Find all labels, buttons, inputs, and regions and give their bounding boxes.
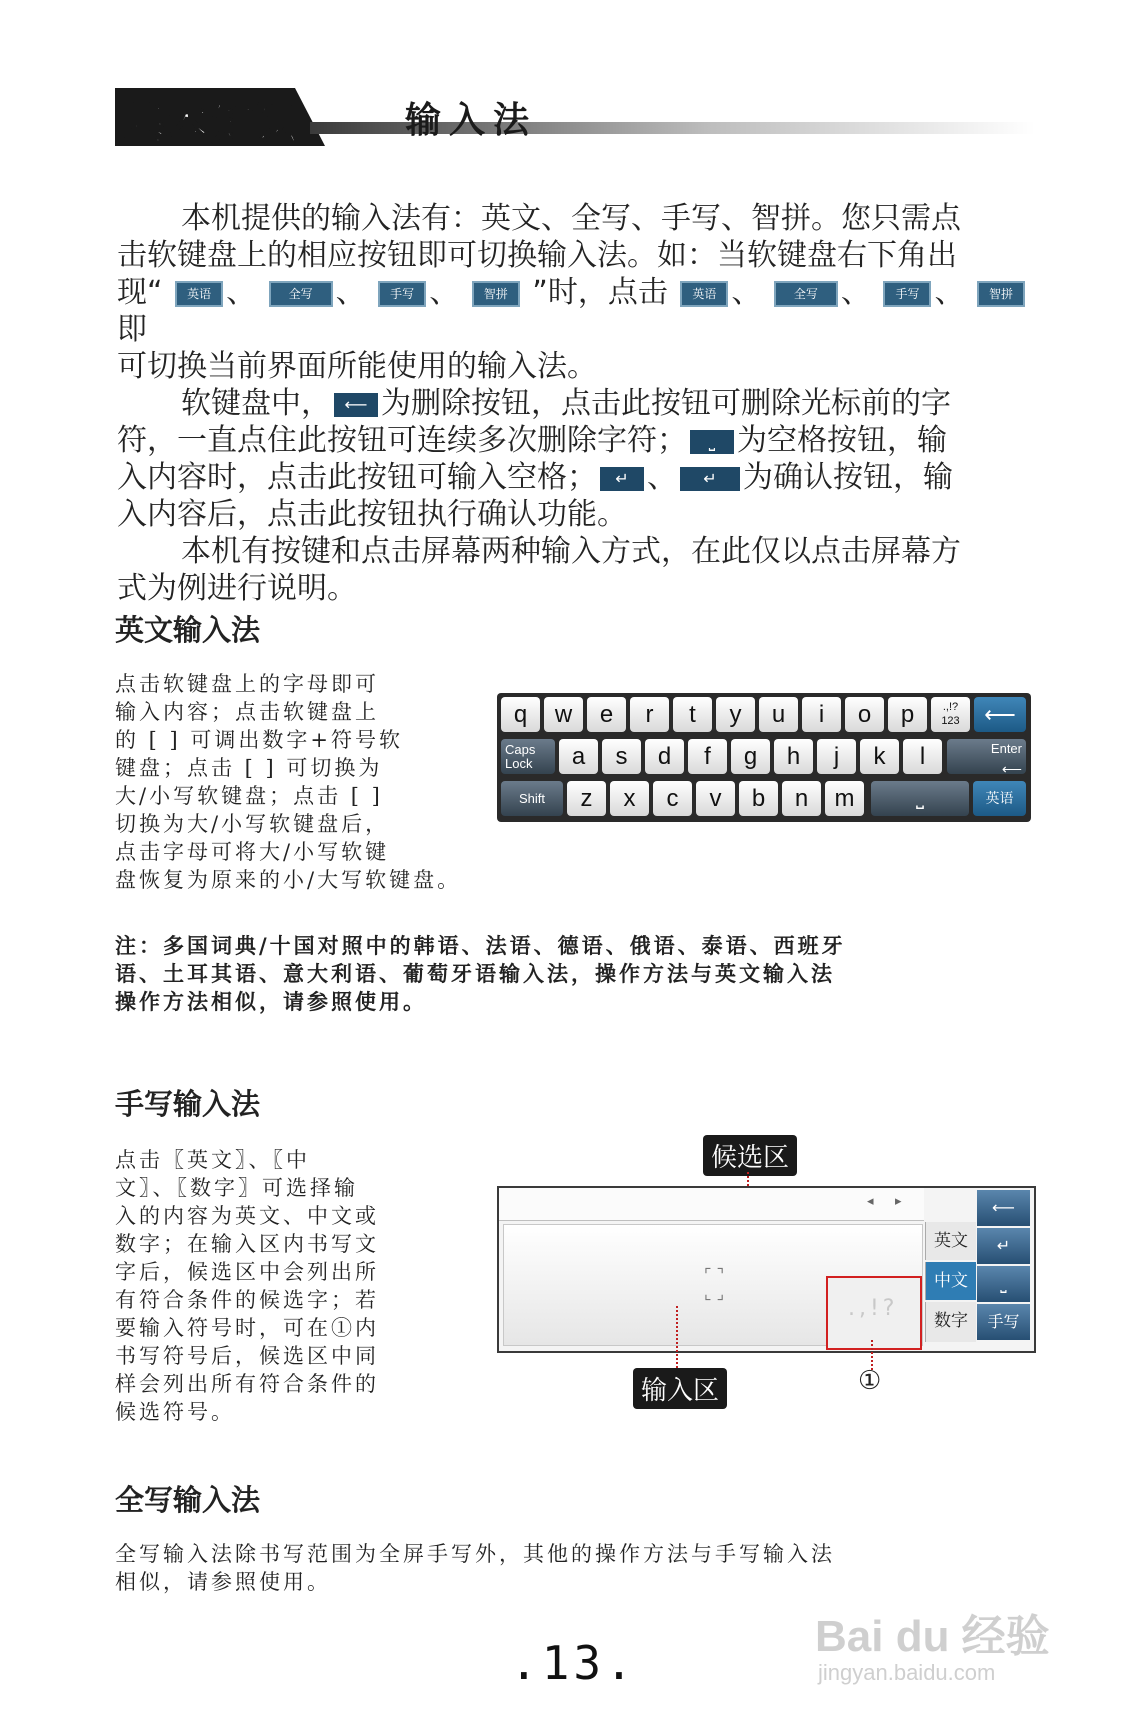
- key-m[interactable]: m: [825, 781, 864, 816]
- backspace-icon: ⟵: [334, 393, 378, 417]
- note-line: 操作方法相似，请参照使用。: [115, 989, 427, 1014]
- cursor-crosshair-icon: ⌜ ⌝ ⌞ ⌟: [704, 1265, 725, 1303]
- intro-text: [117, 200, 1037, 607]
- fullwrite-description: [115, 1540, 1035, 1596]
- candidate-area-label: 候选区: [703, 1135, 797, 1176]
- key-b[interactable]: b: [739, 781, 778, 816]
- intro-line: 本机有按键和点击屏幕两种输入方式，在此仅以点击屏幕方: [181, 534, 961, 569]
- section-banner: [115, 88, 1035, 149]
- key-a[interactable]: a: [559, 739, 598, 774]
- enter-key-label: Enter: [990, 741, 1022, 756]
- tab-digits[interactable]: 数字: [925, 1302, 976, 1342]
- english-line: 的 [ ] 可调出数字+符号软: [115, 728, 404, 752]
- handwriting-description: [115, 1146, 455, 1426]
- next-arrow-icon[interactable]: ▸: [895, 1194, 902, 1209]
- key-d[interactable]: d: [645, 739, 684, 774]
- key-symbols[interactable]: .,!? 123: [931, 697, 970, 732]
- intro-line: [117, 422, 1037, 459]
- tab-english[interactable]: 英文: [925, 1222, 976, 1260]
- key-e[interactable]: e: [587, 697, 626, 732]
- key-w[interactable]: w: [544, 697, 583, 732]
- key-z[interactable]: z: [567, 781, 606, 816]
- intro-line: 现“ 英语 、 全写 、 手写 、 智拼 ”时，点击 英语 、 全写 、 手写 、 智拼 即: [117, 274, 1037, 348]
- intro-text-fragment: 、: [647, 460, 677, 495]
- baidu-watermark-url: jingyan.baidu.com: [818, 1660, 996, 1685]
- key-f[interactable]: f: [688, 739, 727, 774]
- english-line: 输入内容；点击软键盘上: [115, 700, 379, 724]
- candidate-area: [499, 1188, 924, 1221]
- intro-text-fragment: 为空格按钮，输: [737, 423, 947, 458]
- smartpinyin-mode-button-icon: 智拼: [472, 281, 520, 307]
- english-line: 点击软键盘上的字母即可: [115, 672, 379, 696]
- key-p[interactable]: p: [888, 697, 927, 732]
- english-mode-button-icon: 英语: [175, 281, 223, 307]
- input-leader-line: [676, 1306, 678, 1368]
- handwriting-line: 要输入符号时，可在①内: [115, 1316, 379, 1340]
- intro-text-fragment: 软键盘中，: [181, 386, 331, 421]
- hw-space-button[interactable]: [977, 1266, 1030, 1302]
- key-backspace[interactable]: [974, 697, 1026, 732]
- key-k[interactable]: k: [860, 739, 899, 774]
- note-line: 注：多国词典/十国对照中的韩语、法语、德语、俄语、泰语、西班牙: [115, 933, 846, 958]
- fullwrite-line: 全写输入法除书写范围为全屏手写外，其他的操作方法与手写输入法: [115, 1542, 835, 1566]
- intro-line: 式为例进行说明。: [117, 571, 357, 606]
- key-r[interactable]: r: [630, 697, 669, 732]
- key-q[interactable]: q: [501, 697, 540, 732]
- banner-title: 基本知识: [123, 100, 300, 149]
- intro-line: 本机提供的输入法有：英文、全写、手写、智拼。您只需点: [181, 201, 961, 236]
- key-enter[interactable]: [947, 739, 1026, 777]
- handwriting-line: 点击〖英文〗、〖中: [115, 1148, 310, 1172]
- fullwrite-mode-button-icon: 全写: [269, 281, 333, 307]
- key-y[interactable]: y: [716, 697, 755, 732]
- english-line: 切换为大/小写软键盘后，: [115, 812, 390, 836]
- soft-keyboard: [497, 693, 1031, 822]
- input-area-label: 输入区: [633, 1368, 727, 1409]
- key-c[interactable]: c: [653, 781, 692, 816]
- space-icon: ⎵: [690, 430, 734, 454]
- intro-text-fragment: 现“: [117, 275, 163, 310]
- key-j[interactable]: j: [817, 739, 856, 774]
- intro-line: 击软键盘上的相应按钮即可切换输入法。如：当软键盘右下角出: [117, 238, 957, 273]
- enter-key-icon: ↵: [680, 467, 740, 491]
- english-line: 键盘；点击 [ ] 可切换为: [115, 756, 383, 780]
- key-l[interactable]: l: [903, 739, 942, 774]
- intro-text-fragment: ”时，点击: [532, 275, 668, 310]
- note-block: [115, 932, 1035, 1016]
- intro-text-fragment: 为确认按钮，输: [743, 460, 953, 495]
- key-language[interactable]: 英语: [973, 781, 1026, 816]
- handwriting-line: 样会列出所有符合条件的: [115, 1372, 379, 1396]
- symbol-hint: .,!?: [848, 1296, 899, 1321]
- english-line: 盘恢复为原来的小/大写软键盘。: [115, 868, 462, 892]
- handwriting-line: 书写符号后，候选区中同: [115, 1344, 379, 1368]
- intro-line: 可切换当前界面所能使用的输入法。: [117, 349, 597, 384]
- handwriting-input-area[interactable]: [503, 1224, 923, 1346]
- fullwrite-mode-button-icon: 全写: [774, 281, 838, 307]
- intro-line: [117, 385, 1037, 422]
- handwriting-line: 文〗、〖数字〗可选择输: [115, 1176, 358, 1200]
- english-line: 大/小写软键盘；点击 [ ]: [115, 784, 383, 808]
- handwriting-line: 入的内容为英文、中文或: [115, 1204, 379, 1228]
- key-s[interactable]: s: [602, 739, 641, 774]
- tab-chinese[interactable]: 中文: [925, 1262, 976, 1300]
- handwriting-line: 有符合条件的候选字；若: [115, 1288, 379, 1312]
- hw-enter-button[interactable]: [977, 1228, 1030, 1264]
- baidu-watermark-logo: Bai du 经验: [815, 1612, 1050, 1661]
- key-i[interactable]: i: [802, 697, 841, 732]
- key-caps-lock[interactable]: Caps Lock: [501, 739, 555, 774]
- key-o[interactable]: o: [845, 697, 884, 732]
- backspace-icon: ⟵: [992, 1198, 1015, 1217]
- fullwrite-line: 相似，请参照使用。: [115, 1570, 331, 1594]
- intro-text-fragment: 即: [117, 312, 147, 347]
- banner-subtitle: 输入法: [405, 99, 538, 141]
- intro-text-fragment: 符，一直点住此按钮可连续多次删除字符；: [117, 423, 687, 458]
- handwriting-panel: [497, 1186, 1036, 1353]
- hw-handwrite-button[interactable]: 手写: [977, 1304, 1030, 1340]
- space-icon: ⎵: [1000, 1274, 1007, 1293]
- key-x[interactable]: x: [610, 781, 649, 816]
- english-mode-button-icon: 英语: [680, 281, 728, 307]
- enter-icon: ↵: [996, 1236, 1011, 1255]
- handwriting-line: 候选符号。: [115, 1400, 235, 1424]
- english-line: 点击字母可将大/小写软键: [115, 840, 390, 864]
- handwriting-line: 数字；在输入区内书写文: [115, 1232, 379, 1256]
- key-h[interactable]: h: [774, 739, 813, 774]
- key-t[interactable]: t: [673, 697, 712, 732]
- key-space[interactable]: [871, 781, 969, 816]
- symbol-area[interactable]: [826, 1276, 922, 1350]
- handwrite-mode-button-icon: 手写: [378, 281, 426, 307]
- key-v[interactable]: v: [696, 781, 735, 816]
- space-icon: ⎵: [916, 787, 924, 809]
- key-g[interactable]: g: [731, 739, 770, 774]
- key-n[interactable]: n: [782, 781, 821, 816]
- prev-arrow-icon[interactable]: ◂: [867, 1194, 874, 1209]
- key-shift[interactable]: Shift: [501, 781, 563, 816]
- heading-fullwrite-input: 全写输入法: [115, 1483, 261, 1517]
- backspace-icon: ⟵: [984, 702, 1016, 727]
- handwrite-mode-button-icon: 手写: [883, 281, 931, 307]
- intro-text-fragment: 入内容时，点击此按钮可输入空格；: [117, 460, 597, 495]
- intro-line: [117, 459, 1037, 496]
- circle-one-label: ①: [858, 1366, 882, 1396]
- page-number: .13.: [510, 1636, 637, 1690]
- enter-icon: ↵: [600, 467, 644, 491]
- enter-icon: ⟵: [1001, 761, 1022, 777]
- key-u[interactable]: u: [759, 697, 798, 732]
- heading-handwriting-input: 手写输入法: [115, 1087, 261, 1121]
- intro-line: 入内容后，点击此按钮执行确认功能。: [117, 497, 627, 532]
- handwriting-line: 字后，候选区中会列出所: [115, 1260, 379, 1284]
- note-line: 语、土耳其语、意大利语、葡萄牙语输入法，操作方法与英文输入法: [115, 961, 835, 986]
- intro-text-fragment: 为删除按钮，点击此按钮可删除光标前的字: [381, 386, 951, 421]
- smartpinyin-mode-button-icon: 智拼: [977, 281, 1025, 307]
- hw-backspace-button[interactable]: [977, 1190, 1030, 1226]
- heading-english-input: 英文输入法: [115, 613, 261, 647]
